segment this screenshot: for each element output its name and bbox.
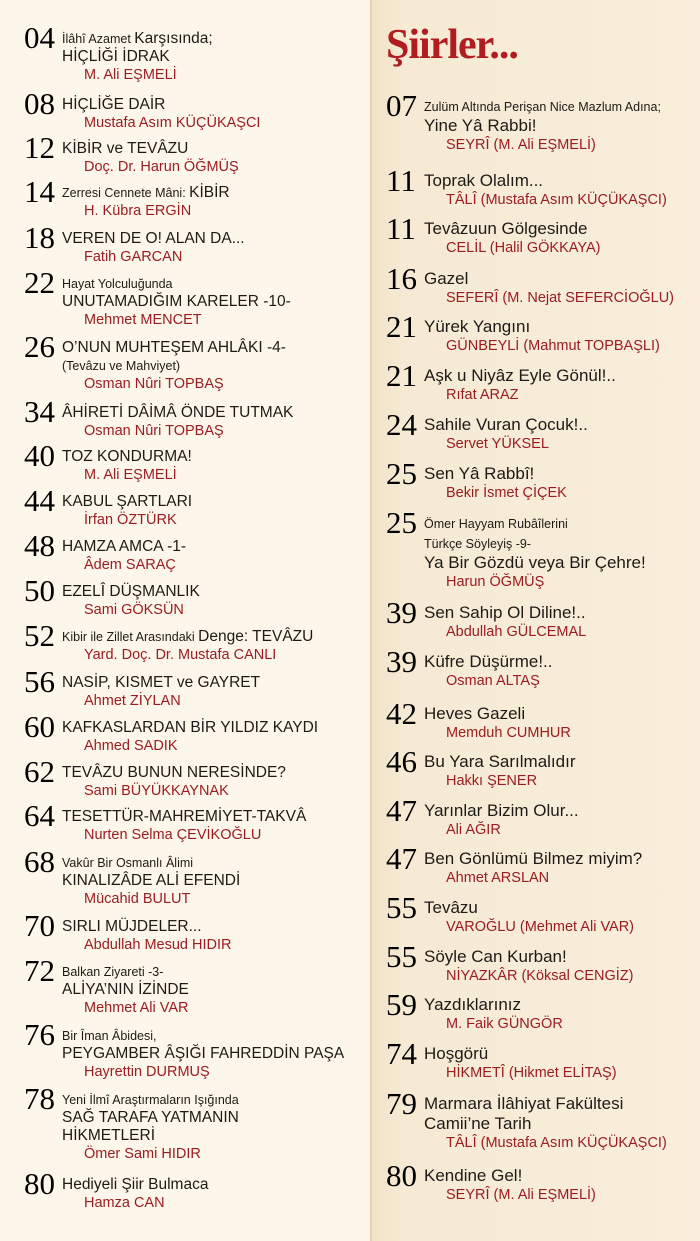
entry-title: Küfre Düşürme!..	[424, 652, 553, 671]
page-number: 21	[386, 358, 417, 393]
entry-author: VAROĞLU (Mehmet Ali VAR)	[446, 919, 635, 935]
entry-title-line	[62, 854, 193, 872]
entry-title-line	[424, 366, 616, 386]
entry-title-line	[62, 275, 173, 293]
page-number: 74	[386, 1036, 417, 1071]
entry-author: Harun ÖĞMÜŞ	[446, 574, 545, 590]
entry-author: Ahmet ZİYLAN	[84, 693, 181, 709]
page-number: 04	[24, 20, 55, 55]
entry-title-line	[62, 30, 213, 48]
entry-subtitle: Kibir ile Zillet Arasındaki	[62, 630, 199, 644]
entry-title-line	[424, 464, 534, 484]
entry-author: M. Ali EŞMELİ	[84, 67, 177, 83]
entry-title: Hediyeli Şiir Bulmaca	[62, 1176, 209, 1193]
page-number: 26	[24, 329, 55, 364]
page-number: 40	[24, 438, 55, 473]
entry-title-line	[424, 533, 531, 554]
entry-author: Abdullah Mesud HIDIR	[84, 937, 232, 953]
entry-title: Kendine Gel!	[424, 1166, 523, 1185]
page-number: 59	[386, 987, 417, 1022]
entry-title: KİBİR	[189, 184, 230, 201]
entry-title-line	[424, 898, 478, 918]
page-number: 14	[24, 174, 55, 209]
entry-title: Ben Gönlümü Bilmez miyim?	[424, 849, 643, 868]
entry-title: Heves Gazeli	[424, 704, 526, 723]
entry-title-line	[62, 339, 286, 357]
entry-author: Servet YÜKSEL	[446, 436, 549, 452]
entry-title-line	[424, 652, 553, 672]
entry-author: Ahmet ARSLAN	[446, 870, 550, 886]
entry-author: Âdem SARAÇ	[84, 557, 176, 573]
entry-title-line	[62, 963, 163, 981]
entry-title: Tevâzu	[424, 898, 478, 917]
entry-title-line	[424, 849, 642, 869]
page-number: 52	[24, 618, 55, 653]
page-number: 16	[386, 261, 417, 296]
entry-title: Sahile Vuran Çocuk!..	[424, 415, 588, 434]
entry-title: UNUTAMADIĞIM KARELER -10-	[62, 293, 291, 310]
entry-title-line	[424, 553, 646, 573]
entry-title-line	[62, 674, 260, 692]
entry-title: KAFKASLARDAN BİR YILDIZ KAYDI	[62, 719, 319, 736]
entry-author: Osman ALTAŞ	[446, 673, 540, 689]
entry-title: HİKMETLERİ	[62, 1127, 156, 1144]
page-number: 80	[24, 1166, 55, 1201]
entry-title-line	[424, 415, 588, 435]
entry-title: Marmara İlâhiyat Fakültesi	[424, 1094, 624, 1113]
entry-title: TOZ KONDURMA!	[62, 448, 192, 465]
entry-title-line	[62, 184, 230, 202]
entry-author: CELİL (Halil GÖKKAYA)	[446, 240, 601, 256]
entry-title-line	[62, 293, 291, 311]
page-number: 34	[24, 394, 55, 429]
page-number: 25	[386, 456, 417, 491]
entry-title-line	[424, 219, 588, 239]
page-number: 48	[24, 528, 55, 563]
entry-author: GÜNBEYLİ (Mahmut TOPBAŞLI)	[446, 338, 660, 354]
entry-title-line	[62, 764, 286, 782]
entry-title-line	[62, 808, 306, 826]
entry-title: Karşısında;	[134, 30, 213, 47]
entry-title-line	[62, 628, 313, 646]
page-number: 72	[24, 953, 55, 988]
page-number: 18	[24, 220, 55, 255]
entry-author: Osman Nûri TOPBAŞ	[84, 376, 224, 392]
page-number: 11	[386, 211, 416, 246]
entry-author: Fatih GARCAN	[84, 249, 183, 265]
entry-title: EZELÎ DÜŞMANLIK	[62, 583, 200, 600]
entry-title: Bu Yara Sarılmalıdır	[424, 752, 576, 771]
entry-title: Yazdıklarınız	[424, 995, 522, 1014]
page-number: 76	[24, 1017, 55, 1052]
entry-title: ALİYA’NIN İZİNDE	[62, 981, 189, 998]
entry-title-line	[62, 1127, 155, 1145]
entry-author: Yard. Doç. Dr. Mustafa CANLI	[84, 647, 277, 663]
entry-title: ÂHİRETİ DÂİMÂ ÖNDE TUTMAK	[62, 404, 294, 421]
entry-title-line	[424, 752, 576, 772]
entry-subtitle: Vakûr Bir Osmanlı Âlimi	[62, 856, 194, 870]
page-number: 21	[386, 309, 417, 344]
entry-title-line	[62, 493, 192, 511]
entry-title: Aşk u Niyâz Eyle Gönül!..	[424, 366, 616, 385]
poems-section-heading: Şiirler...	[386, 22, 518, 68]
entry-author: İrfan ÖZTÜRK	[84, 512, 177, 528]
page-number: 08	[24, 86, 55, 121]
entry-title: Tevâzuun Gölgesinde	[424, 219, 588, 238]
entry-title-line	[62, 981, 189, 999]
page-number: 11	[386, 163, 416, 198]
page-number: 25	[386, 505, 417, 540]
entry-title: SIRLI MÜJDELER...	[62, 918, 202, 935]
entry-author: SEYRÎ (M. Ali EŞMELİ)	[446, 137, 596, 153]
entry-author: SEFERÎ (M. Nejat SEFERCİOĞLU)	[446, 290, 675, 306]
entry-author: Sami BÜYÜKKAYNAK	[84, 783, 229, 799]
page-number: 07	[386, 88, 417, 123]
page-number: 44	[24, 483, 55, 518]
entry-author: M. Faik GÜNGÖR	[446, 1016, 563, 1032]
entry-title-line	[424, 171, 543, 191]
entry-title: Sen Yâ Rabbî!	[424, 464, 535, 483]
entry-title-line	[424, 704, 525, 724]
entry-title-line	[62, 230, 245, 248]
page-number: 78	[24, 1081, 55, 1116]
entry-title-line	[62, 538, 186, 556]
page-number: 62	[24, 754, 55, 789]
page-number: 50	[24, 573, 55, 608]
entry-author: SEYRÎ (M. Ali EŞMELİ)	[446, 1187, 596, 1203]
entry-title: TEVÂZU BUNUN NERESİNDE?	[62, 764, 286, 781]
entry-title: HİÇLİĞİ İDRAK	[62, 48, 170, 65]
entry-title-line	[424, 603, 586, 623]
entry-title-line	[424, 116, 536, 136]
entry-subtitle: Zulüm Altında Perişan Nice Mazlum Adına;	[424, 100, 661, 114]
entry-title-line	[62, 140, 188, 158]
entry-author: Hakkı ŞENER	[446, 773, 538, 789]
page-number: 80	[386, 1158, 417, 1193]
entry-title: KABUL ŞARTLARI	[62, 493, 193, 510]
entry-author: Abdullah GÜLCEMAL	[446, 624, 587, 640]
entry-subtitle: (Tevâzu ve Mahviyet)	[62, 359, 181, 373]
entry-title-line	[62, 1109, 239, 1127]
entry-title: Denge: TEVÂZU	[198, 628, 314, 645]
entry-title: KINALIZÂDE ALİ EFENDİ	[62, 872, 241, 889]
entry-author: Osman Nûri TOPBAŞ	[84, 423, 224, 439]
entry-title: NASİP, KISMET ve GAYRET	[62, 674, 261, 691]
page-number: 56	[24, 664, 55, 699]
entry-title: Yarınlar Bizim Olur...	[424, 801, 579, 820]
entry-title-line	[62, 404, 293, 422]
entry-subtitle: İlâhî Azamet	[62, 32, 135, 46]
entry-title: Ya Bir Gözdü veya Bir Çehre!	[424, 553, 646, 572]
entry-title-line	[62, 583, 200, 601]
entry-subtitle: Zerresi Cennete Mâni:	[62, 186, 190, 200]
entry-author: Nurten Selma ÇEVİKOĞLU	[84, 827, 262, 843]
page-number: 24	[386, 407, 417, 442]
page-number: 60	[24, 709, 55, 744]
entry-title-line	[424, 513, 568, 534]
entry-title: Yine Yâ Rabbi!	[424, 116, 537, 135]
page-number: 22	[24, 265, 55, 300]
entry-title-line	[62, 918, 202, 936]
entry-author: Memduh CUMHUR	[446, 725, 571, 741]
entry-title-line	[424, 801, 579, 821]
entry-title: Söyle Can Kurban!	[424, 947, 567, 966]
entry-title-line	[62, 357, 180, 375]
entry-author: Mehmet MENCET	[84, 312, 202, 328]
entry-subtitle: Türkçe Söyleyiş -9-	[424, 537, 531, 551]
entry-author: Doç. Dr. Harun ÖĞMÜŞ	[84, 159, 239, 175]
page-number: 46	[386, 744, 417, 779]
entry-author: NİYAZKÂR (Köksal CENGİZ)	[446, 968, 634, 984]
page-number: 47	[386, 793, 417, 828]
entry-author: Mehmet Ali VAR	[84, 1000, 189, 1016]
entry-title: HİÇLİĞE DAİR	[62, 96, 166, 113]
entry-author: Mücahid BULUT	[84, 891, 191, 907]
entry-title-line	[424, 96, 661, 117]
entry-author: TÂLÎ (Mustafa Asım KÜÇÜKAŞCI)	[446, 192, 667, 208]
page-number: 64	[24, 798, 55, 833]
entry-title-line	[424, 317, 530, 337]
entry-subtitle: Hayat Yolculuğunda	[62, 277, 173, 291]
entry-title: O’NUN MUHTEŞEM AHLÂKI -4-	[62, 339, 286, 356]
entry-title-line	[424, 1114, 531, 1134]
entry-author: M. Ali EŞMELİ	[84, 467, 177, 483]
page-number: 55	[386, 939, 417, 974]
page-number: 39	[386, 595, 417, 630]
entry-author: HİKMETÎ (Hikmet ELİTAŞ)	[446, 1065, 617, 1081]
entry-title: Gazel	[424, 269, 469, 288]
entry-title: HAMZA AMCA -1-	[62, 538, 187, 555]
entry-author: Bekir İsmet ÇİÇEK	[446, 485, 567, 501]
entry-author: Ömer Sami HIDIR	[84, 1146, 201, 1162]
entry-subtitle: Yeni İlmî Araştırmaların Işığında	[62, 1093, 239, 1107]
entry-subtitle: Bir Îman Âbidesi,	[62, 1029, 157, 1043]
entry-title-line	[424, 947, 567, 967]
entry-subtitle: Ömer Hayyam Rubâîlerini	[424, 517, 568, 531]
entry-title-line	[424, 995, 521, 1015]
entry-title-line	[62, 1027, 156, 1045]
entry-title-line	[424, 1044, 488, 1064]
page-number: 55	[386, 890, 417, 925]
entry-author: Mustafa Asım KÜÇÜKAŞCI	[84, 115, 261, 131]
entry-author: Ahmed SADIK	[84, 738, 178, 754]
entry-title-line	[424, 1094, 623, 1114]
page-number: 79	[386, 1086, 417, 1121]
entry-author: Hamza CAN	[84, 1195, 165, 1211]
entry-subtitle: Balkan Ziyareti -3-	[62, 965, 164, 979]
entry-title-line	[62, 48, 170, 66]
entry-title-line	[62, 1176, 208, 1194]
entry-title-line	[62, 96, 165, 114]
entry-title-line	[62, 872, 240, 890]
entry-title: PEYGAMBER ÂŞIĞI FAHREDDİN PAŞA	[62, 1045, 345, 1062]
entry-title-line	[62, 448, 192, 466]
entry-title: TESETTÜR-MAHREMİYET-TAKVÂ	[62, 808, 307, 825]
entry-title: Hoşgörü	[424, 1044, 489, 1063]
entry-author: Sami GÖKSÜN	[84, 602, 184, 618]
entry-title-line	[62, 1045, 344, 1063]
page-number: 39	[386, 644, 417, 679]
page-number: 47	[386, 841, 417, 876]
entry-title-line	[62, 1091, 239, 1109]
page-number: 68	[24, 844, 55, 879]
entry-author: Rıfat ARAZ	[446, 387, 519, 403]
entry-title: Camii’ne Tarih	[424, 1114, 532, 1133]
page-number: 42	[386, 696, 417, 731]
entry-title: KİBİR ve TEVÂZU	[62, 140, 189, 157]
entry-title: Yürek Yangını	[424, 317, 531, 336]
page-number: 70	[24, 908, 55, 943]
entry-title: VEREN DE O! ALAN DA...	[62, 230, 245, 247]
entry-author: Ali AĞIR	[446, 822, 501, 838]
entry-title-line	[424, 1166, 522, 1186]
entry-author: H. Kübra ERGİN	[84, 203, 192, 219]
entry-title-line	[62, 719, 318, 737]
entry-title-line	[424, 269, 468, 289]
entry-author: TÂLÎ (Mustafa Asım KÜÇÜKAŞCI)	[446, 1135, 667, 1151]
page-number: 12	[24, 130, 55, 165]
entry-title: Sen Sahip Ol Diline!..	[424, 603, 586, 622]
entry-author: Hayrettin DURMUŞ	[84, 1064, 210, 1080]
entry-title: SAĞ TARAFA YATMANIN	[62, 1109, 239, 1126]
entry-title: Toprak Olalım...	[424, 171, 544, 190]
